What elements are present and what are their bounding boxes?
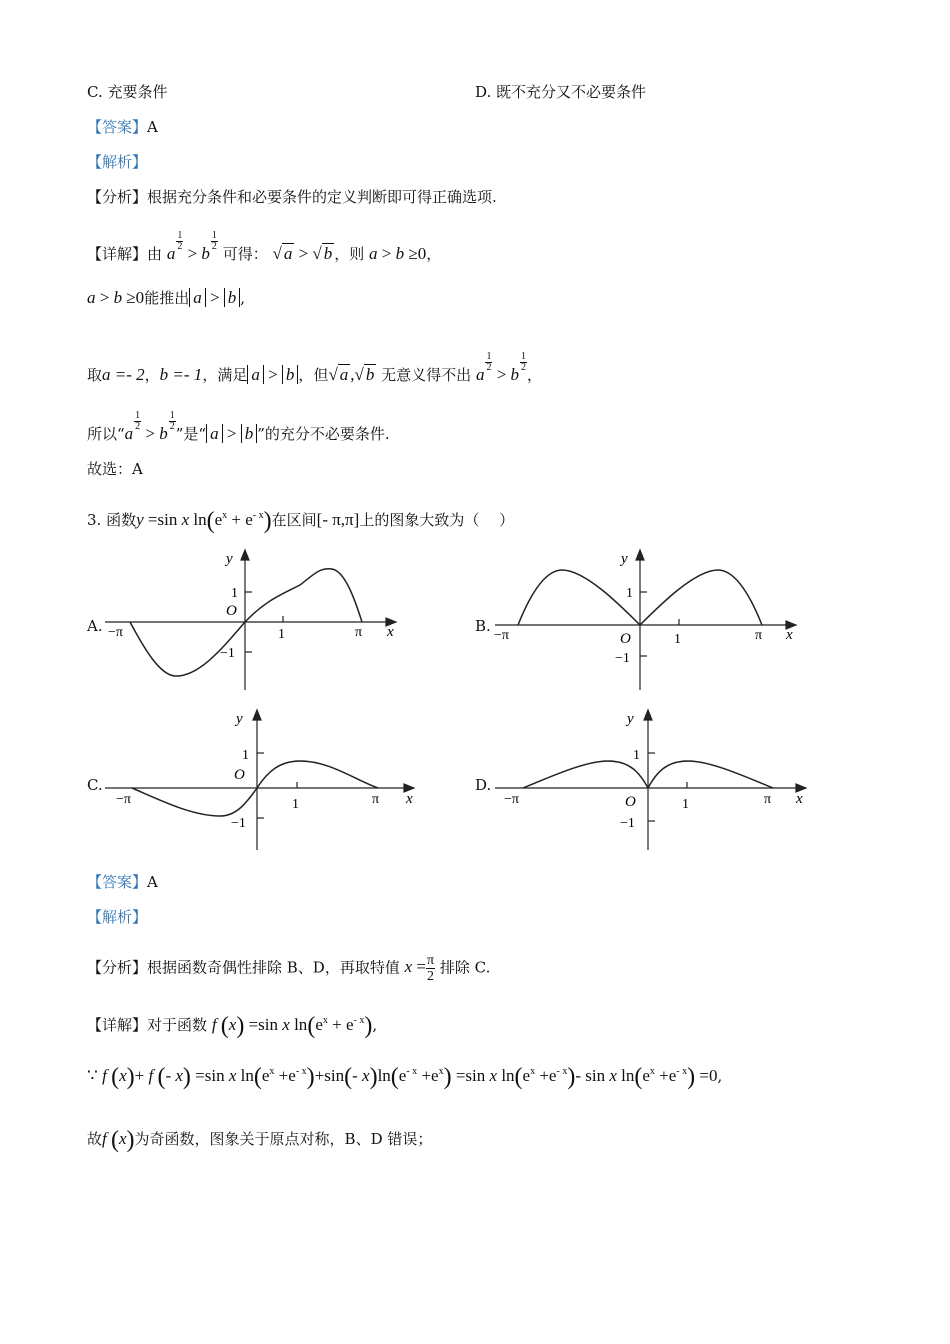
y-arrow	[253, 710, 261, 720]
q3-conclusion-prefix: 故	[87, 1130, 103, 1148]
y-arrow	[241, 550, 249, 560]
q2-answer-line	[87, 117, 158, 137]
x-label: x	[786, 627, 793, 643]
q2-line2-text: 能推出	[144, 289, 190, 307]
x-tick-pi: π	[355, 625, 363, 640]
q2-b-value: b =- 1	[159, 365, 203, 384]
q2-satisfy: ，满足	[202, 366, 248, 384]
x-tick-1: 1	[674, 632, 681, 647]
graph-b	[490, 545, 810, 695]
x-label: x	[406, 791, 413, 807]
q2-fenxi-text: 根据充分条件和必要条件的定义判断即可得正确选项.	[147, 188, 497, 206]
q2-but: ，但	[298, 366, 329, 384]
y-label: y	[236, 711, 243, 727]
answer-label: 【答案】	[87, 873, 148, 891]
y-tick-1: 1	[242, 748, 249, 763]
q2-is: ”是“	[175, 425, 207, 443]
y-tick-m1: −1	[615, 651, 630, 666]
q2-line3: 取a =- 2，b =- 1，满足 a > b ，但√ a ,√ b 无意义得不出 a $\frac{1}{2}$ > b $\frac{1}{2}$ ，	[87, 351, 543, 384]
formula-a-half-gt-b-half-3: a $\frac{1}{2}$ > b $\frac{1}{2}$	[124, 410, 175, 443]
y-tick-m1: −1	[620, 816, 635, 831]
fenxi-label: 【分析】	[87, 958, 148, 977]
y-label: y	[627, 711, 634, 727]
formula-f-def: f (x) =sin x $\ln(e^x + e^{- x})$	[211, 1013, 373, 1039]
formula-a-half-gt-b-half-2: a $\frac{1}{2}$ > b $\frac{1}{2}$	[475, 351, 527, 384]
x-tick-pi: π	[755, 628, 763, 643]
q3-fenxi-text2: 排除 C.	[439, 958, 491, 977]
q2-take: 取	[87, 366, 103, 384]
origin-label: O	[226, 603, 237, 619]
graph-a	[100, 545, 410, 695]
y-tick-1: 1	[626, 586, 633, 601]
x-tick-1: 1	[682, 797, 689, 812]
q2-detail-then: ，则	[334, 245, 365, 263]
q3-stem-prefix: 3. 函数	[87, 511, 137, 529]
q3-fenxi-text1: 根据函数奇偶性排除 B、D，再取特值	[147, 958, 400, 977]
q2-detail-line: 【详解】由 a $\frac{1}{2}$ > b $\frac{1}{2}$ 可得： √ a > √ b ，则 a > b ≥0，	[87, 230, 442, 263]
formula-abs-compare: a > b	[189, 288, 240, 307]
detail-label: 【详解】	[87, 1016, 148, 1034]
q3-conclusion	[87, 1127, 433, 1153]
formula-odd-proof: ∵ f (x)+ f (- x) =sin x $\ln(e^x +e^{- x})+\sin(-$ $x)\ln(e^{- x} +e^x) =\sin$ x $\ln(e^x +e^{- x})-$ sin x $\ln(e^x +e^{- x}) =0$	[87, 1064, 718, 1090]
q3-answer: A	[147, 873, 158, 891]
q2-so: 所以“	[87, 425, 125, 443]
x-label: x	[796, 791, 803, 807]
y-label: y	[226, 551, 233, 567]
y-arrow	[636, 550, 644, 560]
formula-sqrt-compare: √ a > √ b	[272, 244, 333, 263]
y-tick-m1: −1	[220, 646, 235, 661]
x-tick-mpi: −π	[504, 792, 519, 807]
q2-line2: a > b ≥0能推出 a > b ,	[87, 288, 246, 307]
x-label: x	[387, 624, 394, 640]
y-tick-1: 1	[633, 748, 640, 763]
graph-label-b: B.	[475, 617, 491, 635]
q2-detail-mid: 可得：	[222, 245, 268, 263]
q3-fenxi-line	[87, 953, 490, 984]
x-tick-1: 1	[292, 797, 299, 812]
y-label: y	[621, 551, 628, 567]
formula-a-half-gt-b-half: a $\frac{1}{2}$ > b $\frac{1}{2}$	[166, 230, 217, 263]
origin-label: O	[234, 767, 245, 783]
x-tick-mpi: −π	[108, 625, 123, 640]
formula-abs-compare-2: a > b	[247, 365, 298, 384]
x-tick-mpi: −π	[116, 792, 131, 807]
option-d: D. 既不充分又不必要条件	[475, 83, 647, 101]
q3-answer-line	[87, 872, 158, 892]
graph-label-d: D.	[475, 776, 492, 794]
formula-abs-compare-3: a > b	[206, 424, 257, 443]
q2-analysis-label: 【解析】	[87, 153, 148, 171]
y-tick-1: 1	[231, 586, 238, 601]
q3-detail-line: 【详解】对于函数 f (x) =sin x $\ln(e^x + e^{- x})$,	[87, 1013, 378, 1039]
q2-detail-prefix: 由	[147, 245, 163, 263]
formula-y-def: y =sin x $\ln(e^x + e^{- x})$	[136, 508, 272, 534]
x-tick-pi: π	[372, 792, 380, 807]
q3-conclusion-text: 为奇函数，图象关于原点对称，B、D 错误；	[134, 1130, 433, 1148]
q2-a-value: a =- 2	[102, 365, 145, 384]
graph-d	[490, 705, 810, 855]
q2-end: ”的充分不必要条件.	[257, 425, 390, 443]
formula-a-gt-b-ge-0: a > b ≥0	[369, 244, 427, 263]
y-tick-m1: −1	[231, 816, 246, 831]
option-c: C. 充要条件	[87, 83, 168, 101]
q3-odd-proof: ∵ f (x)+ f (- x) =sin x $\ln(e^x +e^{- x})+\sin(-$ $x)\ln(e^{- x} +e^x) =\sin$ x $\ln(e^x +e^{- x})-$ sin x $\ln(e^x +e^{- x}) =0$,	[87, 1064, 723, 1090]
y-arrow	[644, 710, 652, 720]
q2-answer: A	[147, 118, 158, 136]
q2-line4	[87, 411, 390, 444]
q3-stem-suffix: 上的图象大致为（ ）	[359, 511, 515, 529]
origin-label: O	[620, 631, 631, 647]
formula-sqrt-pair: √ a ,√ b	[328, 365, 375, 384]
q3-detail-prefix: 对于函数	[147, 1016, 208, 1034]
q2-no-meaning: 无意义得不出	[381, 366, 472, 384]
formula-a-gt-b-ge-0-2: a > b ≥0	[87, 288, 145, 307]
fenxi-label: 【分析】	[87, 188, 148, 206]
x-tick-pi: π	[764, 792, 772, 807]
x-tick-1: 1	[278, 627, 285, 642]
formula-x-pi-half: x = $\frac{\pi}{2}$	[404, 953, 435, 984]
formula-fx: f (x)	[102, 1127, 135, 1153]
q2-fenxi-line	[87, 187, 497, 207]
q2-choose: 故选：A	[87, 460, 143, 478]
graph-label-c: C.	[87, 776, 103, 794]
x-tick-mpi: −π	[494, 628, 509, 643]
q3-stem	[87, 506, 515, 534]
origin-label: O	[625, 794, 636, 810]
graph-label-a: A.	[87, 617, 103, 635]
detail-label: 【详解】	[87, 245, 148, 263]
q3-analysis-label: 【解析】	[87, 908, 148, 926]
graph-c	[100, 705, 420, 855]
answer-label: 【答案】	[87, 118, 148, 136]
q3-interval: [- π,π]	[316, 510, 360, 529]
q3-stem-mid: 在区间	[271, 511, 317, 529]
